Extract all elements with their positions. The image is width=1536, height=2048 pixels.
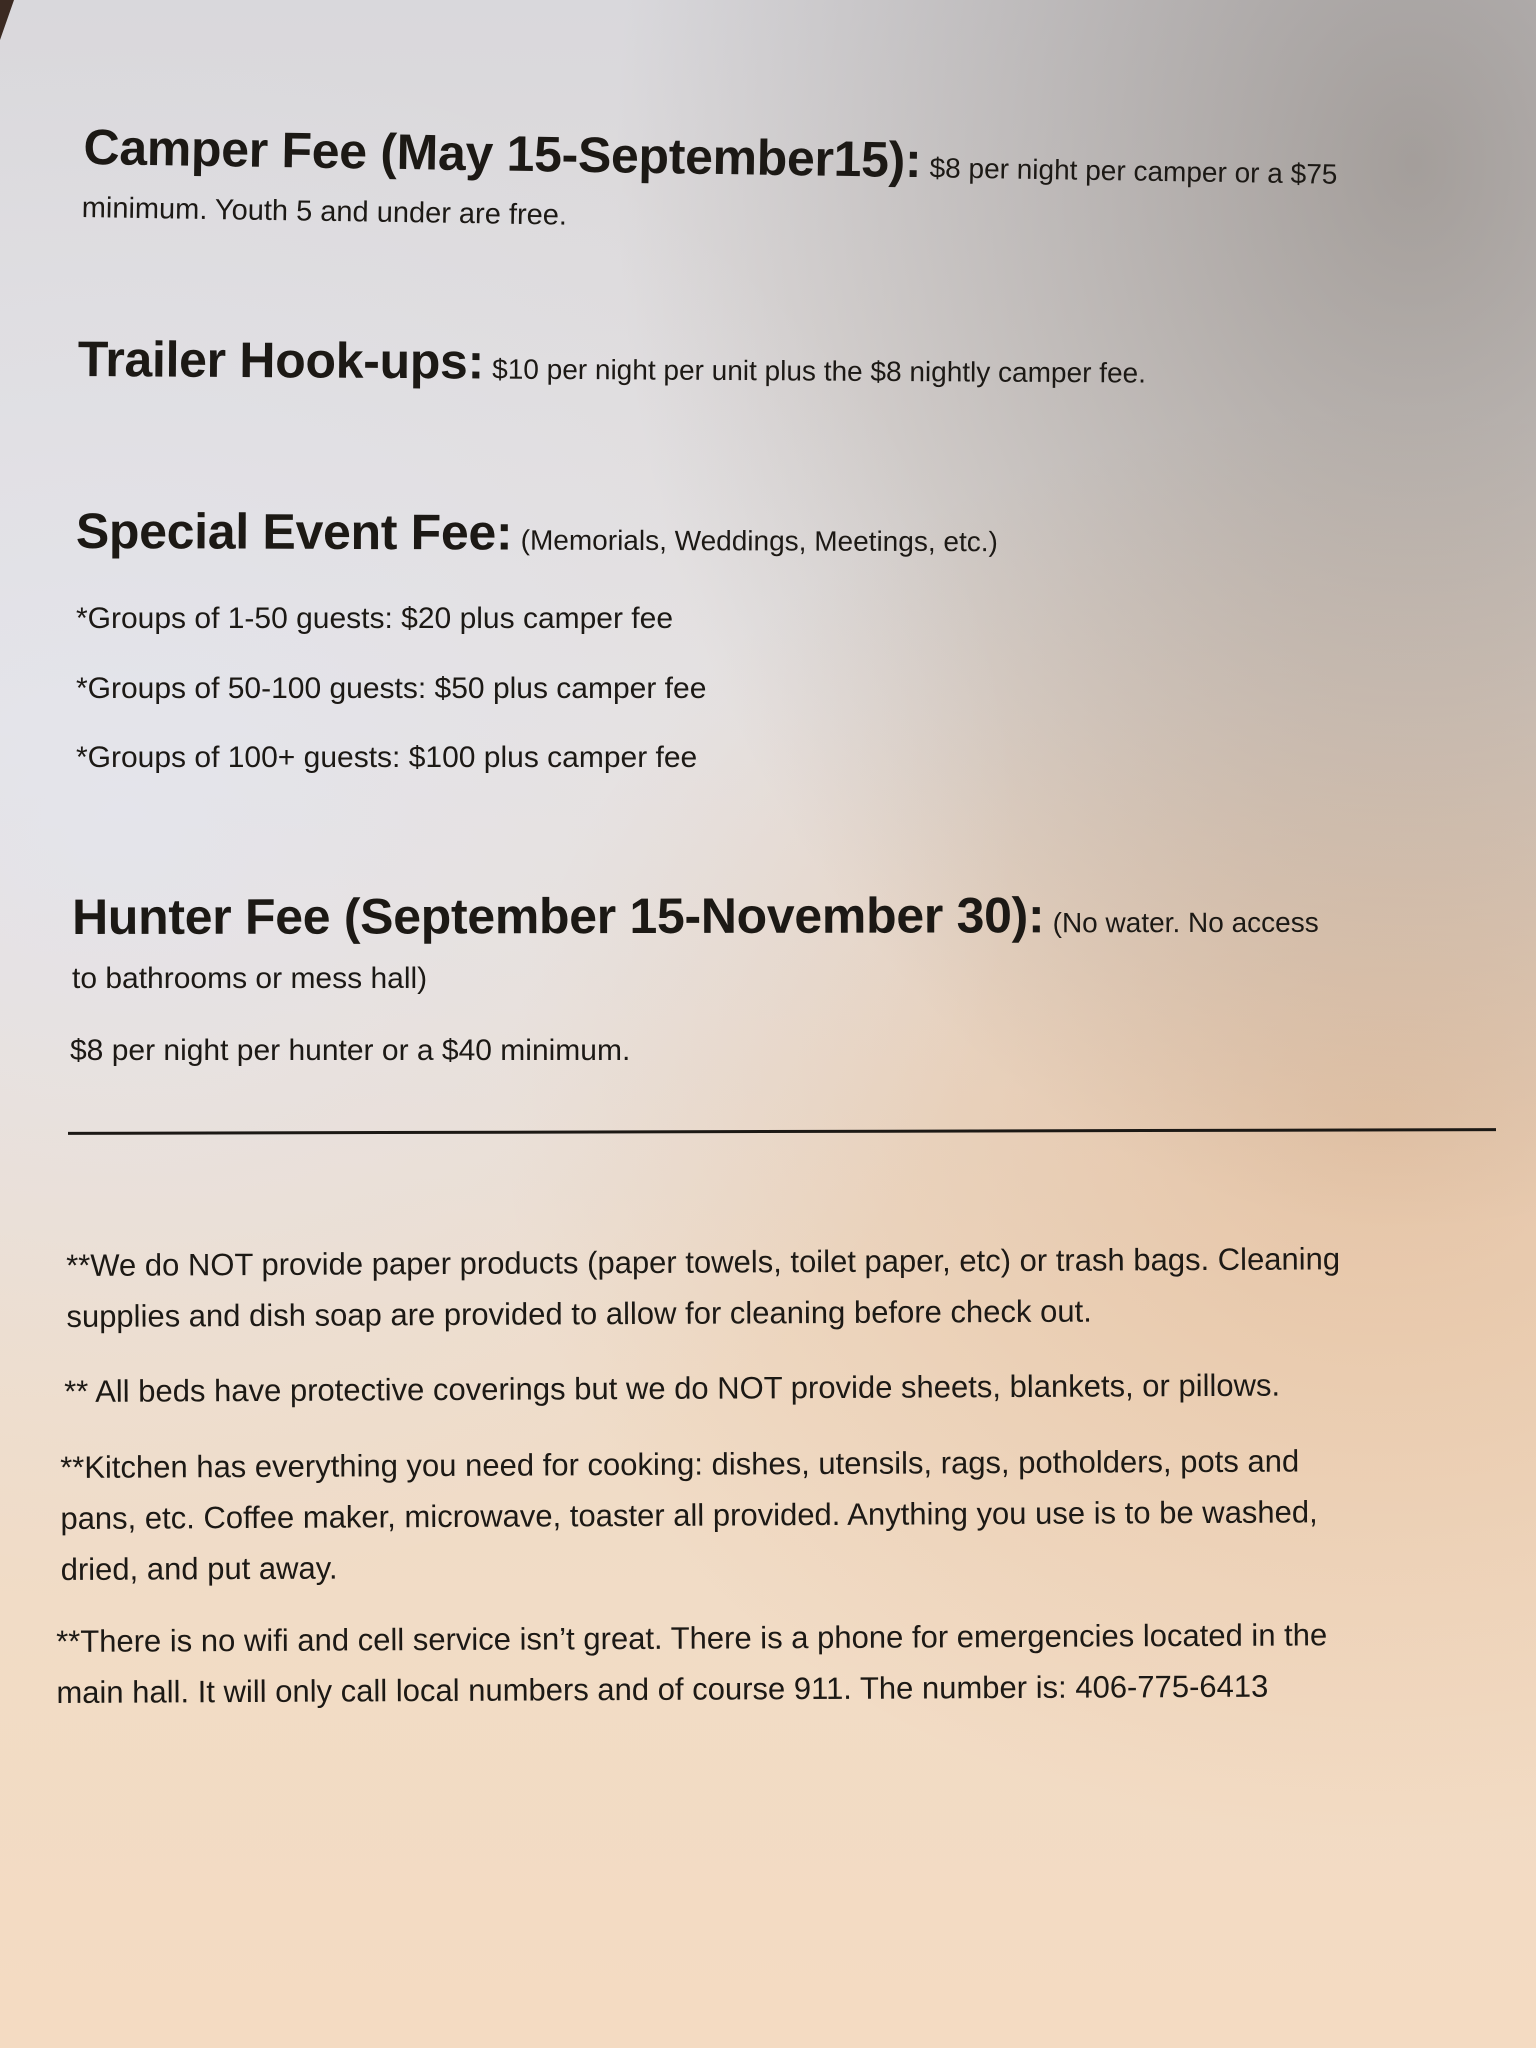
camper-fee-detail-1: $8 per night per camper or a $75 <box>929 152 1338 190</box>
trailer-heading: Trailer Hook-ups: <box>77 330 485 390</box>
note-wifi-phone-line-1: **There is no wifi and cell service isn’t great. There is a phone for emergencies located in the <box>56 1617 1328 1659</box>
camper-fee-heading-line <box>83 118 1338 196</box>
special-event-heading-line <box>76 502 998 563</box>
note-kitchen-line-2: pans, etc. Coffee maker, microwave, toaster all provided. Anything you use is to be washed, <box>60 1494 1318 1536</box>
special-event-item-3: *Groups of 100+ guests: $100 plus camper fee <box>76 741 698 774</box>
note-kitchen-line-3: dried, and put away. <box>60 1550 338 1587</box>
note-wifi-phone-line-2: main hall. It will only call local numbers and of course 911. The number is: 406-775-6413 <box>56 1668 1269 1710</box>
divider-line <box>68 1128 1496 1135</box>
hunter-fee-price: $8 per night per hunter or a $40 minimum. <box>70 1034 631 1067</box>
note-beds-line-1: ** All beds have protective coverings but we do NOT provide sheets, blankets, or pillows. <box>64 1367 1281 1409</box>
camper-fee-detail-2: minimum. Youth 5 and under are free. <box>81 192 568 232</box>
hunter-fee-heading: Hunter Fee (September 15-November 30): <box>72 887 1045 945</box>
special-event-item-1: *Groups of 1-50 guests: $20 plus camper fee <box>76 602 674 635</box>
hunter-fee-note-1: (No water. No access <box>1052 906 1319 939</box>
note-paper-products-line-1: **We do NOT provide paper products (paper towels, toilet paper, etc) or trash bags. Cleaning <box>66 1241 1341 1283</box>
special-event-item-2: *Groups of 50-100 guests: $50 plus camper fee <box>76 672 707 705</box>
camper-fee-heading: Camper Fee (May 15-September15): <box>83 118 922 189</box>
special-event-subtitle: (Memorials, Weddings, Meetings, etc.) <box>520 524 998 558</box>
trailer-heading-line <box>78 330 1147 395</box>
note-paper-products <box>66 1233 1341 1342</box>
note-beds <box>64 1360 1280 1417</box>
hunter-fee-heading-line <box>72 886 1319 946</box>
note-paper-products-line-2: supplies and dish soap are provided to allow for cleaning before check out. <box>66 1293 1092 1334</box>
trailer-detail: $10 per night per unit plus the $8 nightly camper fee. <box>492 353 1147 389</box>
note-kitchen <box>60 1435 1318 1595</box>
special-event-heading: Special Event Fee: <box>75 503 513 561</box>
hunter-fee-note-2: to bathrooms or mess hall) <box>72 962 428 995</box>
note-kitchen-line-1: **Kitchen has everything you need for cooking: dishes, utensils, rags, potholders, pots and <box>60 1443 1300 1485</box>
note-wifi-phone <box>56 1609 1328 1718</box>
